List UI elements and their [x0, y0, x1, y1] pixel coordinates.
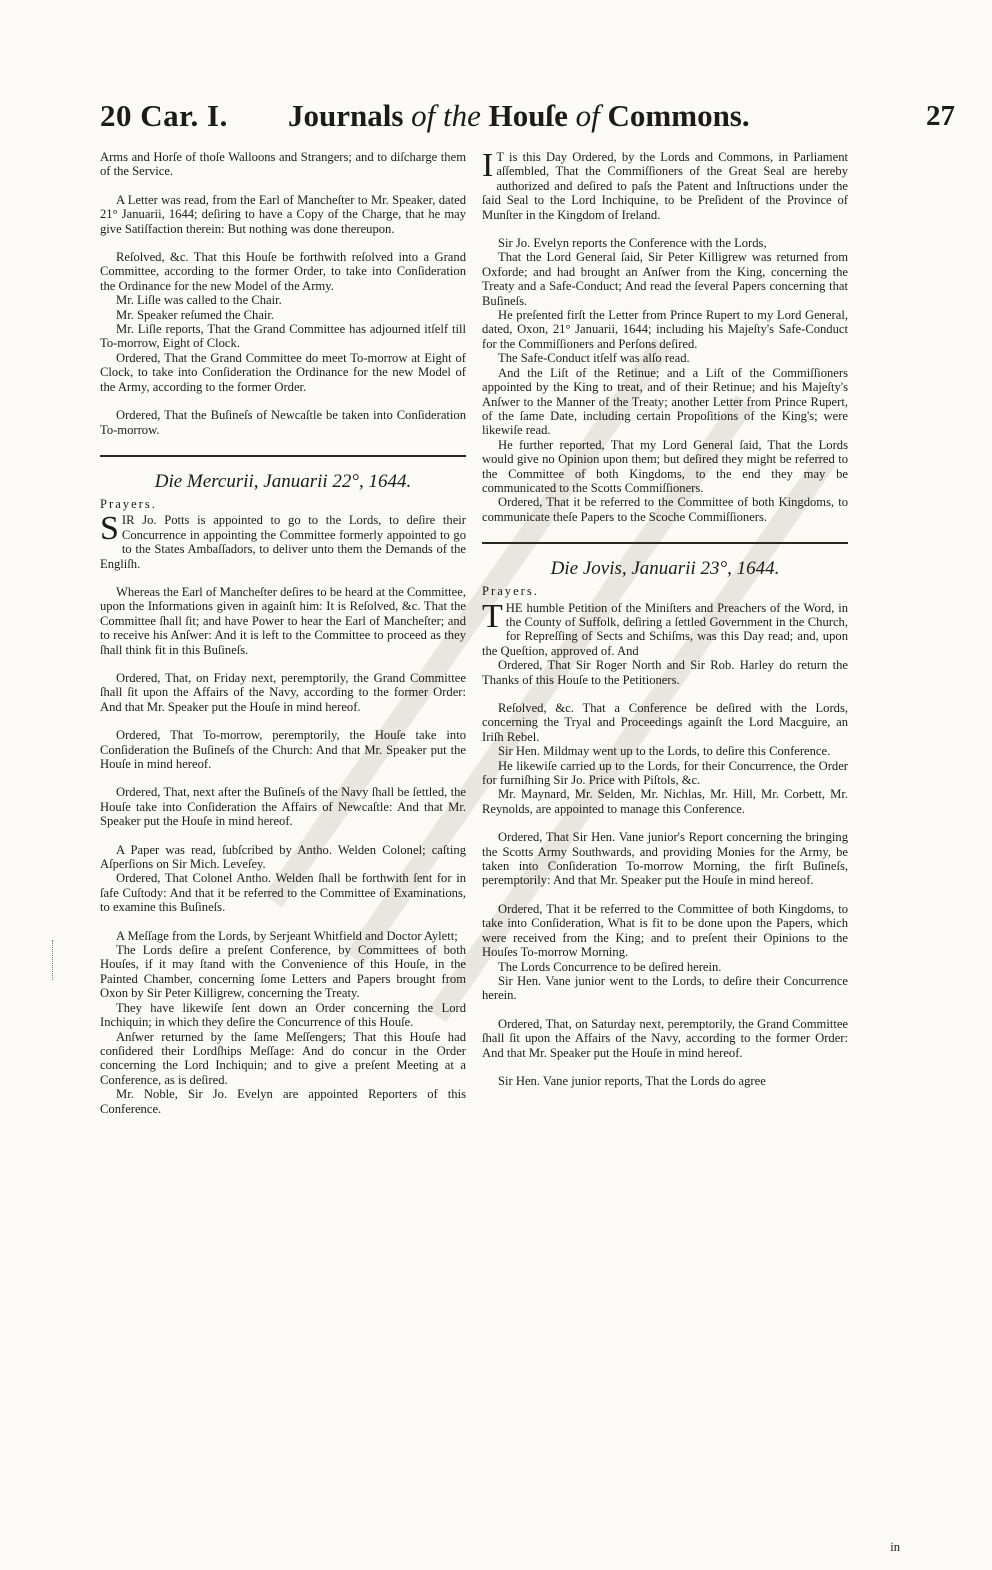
paragraph: Ordered, That the Grand Committee do meet To-morrow at Eight of Clock, to take into Conſideration the Ordinance for the new Model of the Army, according to the former Order. — [100, 350, 466, 394]
paragraph: Whereas the Earl of Mancheſter deſires to be heard at the Committee, upon the Informations given in againſt him: It is Reſolved, &c. That the Committee ſhall ſit; and have Power to hear the Earl of Mancheſter; and to receive his Anſwer: And it is left to the Committee to proceed as they ſhall think fit in this Buſineſs. — [100, 584, 466, 657]
paragraph: Ordered, That it be referred to the Committee of both Kingdoms, to take into Conſideration, What is fit to be done upon the Papers, which were received from the King; and to preſent their Opinions to the Houſes To-morrow Morning. — [482, 901, 848, 960]
paragraph: Ordered, That Sir Hen. Vane junior's Report concerning the bringing the Scotts Army Southwards, and providing Monies for the Army, be taken into Conſideration To-morrow Morning, the firſt Buſineſs, peremptorily: And that Mr. Speaker put the Houſe in mind hereof. — [482, 830, 848, 888]
paragraph: Mr. Speaker reſumed the Chair. — [116, 307, 275, 322]
paragraph: They have likewiſe ſent down an Order concerning the Lord Inchiquin; in which they deſire the Concurrence of this Houſe. — [100, 1000, 466, 1030]
paragraph: THE humble Petition of the Miniſters and Preachers of the Word, in the County of Suffolk, deſiring a ſettled Government in the Church, for Repreſſing of Sects and Schiſms, was this Day read; and, upon the Queſtion, approved of. And — [482, 597, 848, 658]
paragraph: Anſwer returned by the ſame Meſſengers; That this Houſe had conſidered their Lordſhips Meſſage: And do concur in the Order concerning the Lord Inchiquin; and to give a preſent Meeting at a Conference, as is deſired. — [100, 1029, 466, 1087]
margin-mark — [52, 940, 54, 980]
paragraph: Sir Hen. Mildmay went up to the Lords, to deſire this Conference. — [498, 744, 831, 759]
paragraph: Ordered, That Colonel Antho. Welden ſhall be forthwith ſent for in ſafe Cuſtody: And that it be referred to the Committee of Examinations, to examine this Buſineſs. — [100, 871, 466, 915]
paragraph: The Lords deſire a preſent Conference, by Committees of both Houſes, if it may ſtand with the Convenience of this Houſe, in the Painted Chamber, concerning ſome Letters and Papers brought from Oxon by Sir Peter Killigrew, concerning the Treaty. — [100, 943, 466, 1001]
paragraph: Reſolved, &c. That this Houſe be forthwith reſolved into a Grand Committee, according to the former Order, to take into Conſideration the Ordinance for the new Model of the Army. — [100, 250, 466, 293]
paragraph: Mr. Maynard, Mr. Selden, Mr. Nichlas, Mr. Hill, Mr. Corbett, Mr. Reynolds, are appointed to manage this Conference. — [482, 787, 848, 816]
date-heading: Die Jovis, Januarii 23°, 1644. — [550, 558, 780, 580]
drop-cap: I — [482, 147, 494, 184]
drop-cap: T — [482, 597, 503, 635]
paragraph: SIR Jo. Potts is appointed to go to the Lords, to deſire their Concurrence in appointing the Committee formerly appointed to go to the States Ambaſſadors, to deliver unto them the Demands of the Engliſh. — [100, 510, 466, 571]
paragraph: He likewiſe carried up to the Lords, for their Concurrence, the Order for furniſhing Sir Jo. Price with Piſtols, &c. — [482, 758, 848, 788]
paragraph: The Lords Concurrence to be deſired herein. — [498, 959, 722, 974]
section-rule — [100, 455, 466, 457]
page-number: 27 — [926, 100, 955, 132]
paragraph: Ordered, That, next after the Buſineſs of the Navy ſhall be ſettled, the Houſe take into Conſideration the Affairs of Newcaſtle: And that Mr. Speaker put the Houſe in mind hereof. — [100, 785, 466, 829]
paragraph: A Meſſage from the Lords, by Serjeant Whitfield and Doctor Aylett; — [116, 928, 458, 943]
paragraph: The Safe-Conduct itſelf was alſo read. — [498, 351, 690, 366]
prayers-label: Prayers. — [100, 496, 157, 511]
left-column — [100, 150, 466, 1116]
paragraph: Ordered, That the Buſineſs of Newcaſtle be taken into Conſideration To-morrow. — [100, 408, 466, 437]
paragraph: Ordered, That it be referred to the Committee of both Kingdoms, to communicate theſe Papers to the Scoche Commiſſioners. — [482, 495, 848, 524]
paragraph: Ordered, That, on Saturday next, peremptorily, the Grand Committee ſhall ſit upon the Affairs of the Navy, according to the former Order: And that Mr. Speaker put the Houſe in mind hereof. — [482, 1016, 848, 1060]
date-heading: Die Mercurii, Januarii 22°, 1644. — [154, 470, 412, 492]
paragraph: Mr. Noble, Sir Jo. Evelyn are appointed Reporters of this Conference. — [100, 1087, 466, 1116]
prayers-label: Prayers. — [482, 584, 539, 599]
paragraph: Reſolved, &c. That a Conference be deſired with the Lords, concerning the Tryal and Proceedings againſt the Lord Macguire, an Iriſh Rebel. — [482, 701, 848, 744]
paragraph: Mr. Liſle reports, That the Grand Committee has adjourned itſelf till To-morrow, Eight of Clock. — [100, 322, 466, 351]
paragraph: He further reported, That my Lord General ſaid, That the Lords would give no Opinion upon them; but deſired they might be referred to the Committee of both Kingdoms, to the end they may be communicated to the Scotts Commiſſioners. — [482, 437, 848, 495]
drop-cap: S — [100, 510, 119, 548]
catchword: in — [890, 1540, 900, 1554]
journal-title: Journals of the Houſe of Commons. — [288, 98, 750, 133]
paragraph: That the Lord General ſaid, Sir Peter Killigrew was returned from Oxforde; and had brought an Anſwer from the King, concerning the Treaty and a Safe-Conduct; And read the ſeveral Papers concerning that Buſineſs. — [482, 250, 848, 308]
paragraph: A Letter was read, from the Earl of Mancheſter to Mr. Speaker, dated 21° Januarii, 1644; deſiring to have a Copy of the Charge, that he may give Satiſfaction therein: But nothing was done thereupon. — [100, 192, 466, 236]
paragraph: And the Liſt of the Retinue; and a Liſt of the Commiſſioners appointed by the King to treat, and of their Retinue; and his Majeſty's Anſwer to the Manner of the Treaty; another Letter from Prince Rupert, of the ſame Date, including certain Propoſitions of the King's; were likewiſe read. — [482, 365, 848, 438]
section-rule — [482, 542, 848, 544]
regnal-year: 20 Car. I. — [100, 98, 228, 133]
page-header — [100, 98, 955, 142]
paragraph: Ordered, That To-morrow, peremptorily, the Houſe take into Conſideration the Buſineſs of the Church: And that Mr. Speaker put the Houſe in mind hereof. — [100, 728, 466, 771]
paragraph: I T is this Day Ordered, by the Lords and Commons, in Parliament aſſembled, That the Commiſſioners of the Great Seal are hereby authorized and deſired to paſs the Patent and Inſtructions under the ſaid Seal to the Lord Inchiquine, to be Preſident of the Province of Munſter in the Kingdom of Ireland. — [482, 147, 848, 222]
right-column — [482, 147, 848, 1088]
paragraph: He preſented firſt the Letter from Prince Rupert to my Lord General, dated, Oxon, 21° Januarii, 1644; including his Majeſty's Safe-Conduct for the Commiſſioners and Perſons deſired. — [482, 308, 848, 351]
paragraph: Ordered, That Sir Roger North and Sir Rob. Harley do return the Thanks of this Houſe to the Petitioners. — [482, 658, 848, 687]
paragraph: A Paper was read, ſubſcribed by Antho. Welden Colonel; caſting Aſperſions on Sir Mich. Leveſey. — [100, 842, 466, 872]
paragraph: Sir Hen. Vane junior went to the Lords, to deſire their Concurrence herein. — [482, 973, 848, 1003]
paragraph: Mr. Liſle was called to the Chair. — [116, 293, 282, 308]
paragraph: Sir Jo. Evelyn reports the Conference with the Lords, — [498, 236, 767, 251]
paragraph: Sir Hen. Vane junior reports, That the Lords do agree — [498, 1073, 766, 1088]
paragraph: Ordered, That, on Friday next, peremptorily, the Grand Committee ſhall ſit upon the Affairs of the Navy, according to the former Order: And that Mr. Speaker put the Houſe in mind hereof. — [100, 670, 466, 714]
paragraph: Arms and Horſe of thoſe Walloons and Strangers; and to diſcharge them of the Service. — [100, 150, 466, 179]
